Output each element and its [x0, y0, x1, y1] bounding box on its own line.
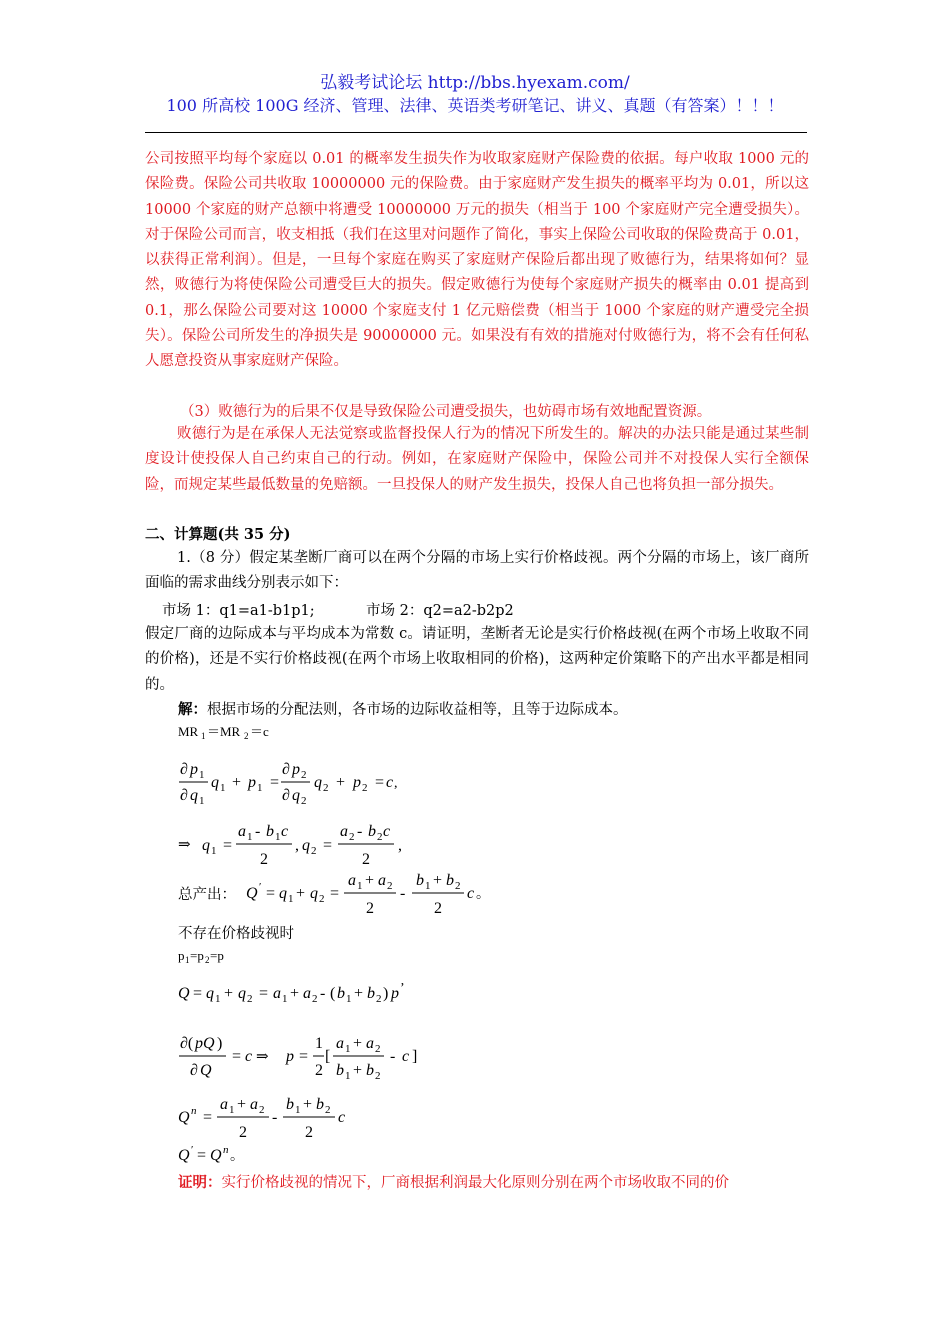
svg-text:a: a: [348, 872, 356, 889]
svg-text:1: 1: [315, 1035, 323, 1052]
svg-text:2: 2: [434, 900, 442, 917]
svg-text:c: c: [281, 823, 289, 840]
svg-text:+: +: [224, 985, 234, 1002]
svg-text:b: b: [337, 985, 345, 1002]
svg-text:2: 2: [259, 1104, 265, 1116]
svg-text:=: =: [330, 885, 340, 902]
svg-text:=: =: [232, 1048, 242, 1065]
svg-text:a: a: [378, 872, 386, 889]
svg-text:=: =: [375, 774, 385, 791]
svg-text:+: +: [237, 1096, 247, 1113]
svg-text:2: 2: [377, 831, 383, 843]
header-tagline: 100 所高校 100G 经济、管理、法律、英语类考研笔记、讲义、真题（有答案）！！！: [166, 96, 784, 115]
svg-text:⇒: ⇒: [256, 1049, 269, 1065]
svg-text:q: q: [190, 787, 198, 804]
svg-text:+: +: [433, 872, 443, 889]
svg-text:1: 1: [220, 782, 226, 794]
svg-text:1: 1: [257, 782, 263, 794]
svg-text:2: 2: [376, 993, 382, 1005]
svg-text:q: q: [211, 774, 219, 791]
svg-text:=: =: [193, 985, 203, 1002]
formula-equal-prices: [178, 946, 298, 966]
header-divider: [145, 132, 807, 133]
svg-text:1: 1: [345, 1070, 351, 1082]
proof-line: [178, 1171, 729, 1192]
svg-text:1: 1: [185, 955, 190, 965]
svg-text:p: p: [391, 985, 399, 1002]
svg-text:p: p: [190, 761, 198, 778]
svg-text:+: +: [353, 1062, 363, 1079]
svg-text:b: b: [416, 872, 424, 889]
svg-text:2: 2: [311, 845, 317, 857]
svg-text:+: +: [290, 985, 300, 1002]
svg-text:c: c: [338, 1109, 346, 1126]
proof-text: 实行价格歧视的情况下，厂商根据利润最大化原则分别在两个市场收取不同的价: [221, 1175, 729, 1191]
svg-text:Q: Q: [178, 1109, 190, 1126]
svg-text:2: 2: [319, 893, 325, 905]
svg-text:=: =: [323, 837, 333, 854]
svg-text:2: 2: [301, 769, 307, 781]
point-3: （3）败德行为的后果不仅是导致保险公司遭受损失，也妨碍市场有效地配置资源。: [180, 404, 712, 420]
solution-label: 解：: [178, 701, 207, 718]
svg-text:′: ′: [191, 1144, 194, 1156]
svg-text:): ): [217, 1035, 223, 1052]
svg-text:1: 1: [201, 731, 206, 741]
svg-text:c: c: [245, 1048, 253, 1065]
svg-text:Q: Q: [178, 985, 190, 1002]
svg-text:。: 。: [476, 887, 490, 902]
svg-text:2: 2: [315, 1062, 323, 1079]
svg-text:2: 2: [362, 851, 370, 868]
svg-text:2: 2: [375, 1070, 381, 1082]
svg-text:Q: Q: [200, 1062, 212, 1079]
svg-text:): ): [383, 985, 389, 1002]
svg-text:-: -: [272, 1109, 278, 1126]
svg-text:1: 1: [346, 993, 352, 1005]
formula-output-no-discrimination: [178, 1094, 418, 1144]
svg-text:q: q: [314, 774, 322, 791]
svg-text:+: +: [296, 885, 306, 902]
section-title: 二、计算题(共 35 分): [145, 526, 291, 543]
formula-outputs-equal: [178, 1144, 298, 1168]
svg-text:-: -: [357, 823, 363, 840]
svg-text:c: c: [402, 1048, 410, 1065]
svg-text:2: 2: [260, 851, 268, 868]
svg-text:1: 1: [282, 993, 288, 1005]
header-forum-title: 弘毅考试论坛 http://bbs.hyexam.com/: [320, 73, 630, 93]
svg-text:=: =: [270, 774, 280, 791]
formula-mr-derivatives: [178, 755, 438, 811]
svg-text:q: q: [206, 985, 214, 1002]
svg-text:。: 。: [230, 1149, 244, 1164]
svg-text:,: ,: [398, 837, 402, 854]
svg-text:pQ: pQ: [195, 1035, 215, 1052]
problem-intro: 1.（8 分）假定某垄断厂商可以在两个分隔的市场上实行价格歧视。两个分隔的市场上，该厂商所面临的需求曲线分别表示如下：: [145, 550, 809, 592]
svg-text:1: 1: [199, 795, 205, 807]
svg-text:∂: ∂: [190, 1062, 198, 1079]
svg-text:=: =: [223, 837, 233, 854]
svg-text:p: p: [353, 774, 361, 791]
total-output-label: 总产出：: [178, 887, 236, 903]
svg-text:2: 2: [305, 1124, 313, 1141]
svg-text:b: b: [266, 823, 274, 840]
svg-text:2: 2: [349, 831, 355, 843]
svg-text:1: 1: [275, 831, 281, 843]
svg-text:⇒: ⇒: [178, 837, 191, 853]
svg-text:p: p: [286, 1048, 294, 1065]
svg-text:=p: =p: [210, 948, 224, 963]
svg-text:=: =: [299, 1048, 309, 1065]
no-discrimination-heading: 不存在价格歧视时: [178, 926, 294, 942]
svg-text:b: b: [366, 1062, 374, 1079]
svg-text:a: a: [220, 1096, 228, 1113]
svg-text:MR: MR: [178, 724, 199, 739]
svg-text:b: b: [367, 985, 375, 1002]
svg-text:Q: Q: [178, 1147, 190, 1164]
solution-line: [178, 698, 628, 719]
svg-text:1: 1: [247, 831, 253, 843]
svg-text:,: ,: [295, 837, 299, 854]
svg-text:2: 2: [375, 1043, 381, 1055]
svg-text:+: +: [365, 872, 375, 889]
svg-text:c: c: [386, 774, 394, 791]
formula-quantities: [178, 818, 438, 874]
svg-text:-: -: [255, 823, 261, 840]
problem-assumption: 假定厂商的边际成本与平均成本为常数 c。请证明，垄断者无论是实行价格歧视(在两个市场上收取不同的价格)，还是不实行价格歧视(在两个市场上收取相同的价格)，这两种定价策略下的产出水平都是相同的。: [145, 626, 809, 693]
svg-text:n: n: [223, 1144, 229, 1156]
svg-text:a: a: [340, 823, 348, 840]
svg-text:Q: Q: [210, 1147, 222, 1164]
svg-text:=: =: [203, 1109, 213, 1126]
svg-text:q: q: [302, 837, 310, 854]
formula-mr-equality: [178, 722, 338, 742]
svg-text:2: 2: [301, 795, 307, 807]
market-2-demand: 市场 2：q2=a2-b2p2: [366, 603, 514, 619]
svg-text:c: c: [383, 823, 391, 840]
svg-text:2: 2: [244, 731, 249, 741]
solution-paragraph: 败德行为是在承保人无法觉察或监督投保人行为的情况下所发生的。解决的办法只能是通过某些制度设计使投保人自己约束自己的行动。例如，在家庭财产保险中，保险公司并不对投保人实行全额保险，而规定某些最低数量的免赔额。一旦投保人的财产发生损失，投保人自己也将负担一部分损失。: [145, 426, 809, 493]
svg-text:∂: ∂: [180, 761, 188, 778]
svg-text:2: 2: [323, 782, 329, 794]
svg-text:＝MR: ＝MR: [207, 724, 241, 739]
svg-text:-: -: [400, 885, 406, 902]
svg-text:=: =: [197, 1147, 207, 1164]
svg-text:∂: ∂: [180, 787, 188, 804]
svg-text:[: [: [325, 1048, 331, 1065]
svg-text:n: n: [191, 1105, 197, 1117]
svg-text:q: q: [238, 985, 246, 1002]
svg-text:-: -: [390, 1048, 396, 1065]
svg-text:+: +: [336, 774, 346, 791]
svg-text:]: ]: [412, 1048, 418, 1065]
market-1-demand: 市场 1：q1=a1-b1p1;: [162, 603, 315, 619]
svg-text:p: p: [178, 948, 185, 963]
svg-text:p: p: [292, 761, 300, 778]
svg-text:′: ′: [259, 881, 262, 893]
svg-text:2: 2: [205, 955, 210, 965]
svg-text:2: 2: [387, 880, 393, 892]
svg-text:a: a: [366, 1035, 374, 1052]
svg-text:=: =: [266, 885, 276, 902]
svg-text:∂: ∂: [282, 761, 290, 778]
svg-text:2: 2: [366, 900, 374, 917]
svg-text:1: 1: [229, 1104, 235, 1116]
svg-text:=: =: [259, 985, 269, 1002]
svg-text:1: 1: [199, 769, 205, 781]
svg-text:q: q: [292, 787, 300, 804]
svg-text:1: 1: [357, 880, 363, 892]
svg-text:1: 1: [211, 845, 217, 857]
formula-total-demand: [178, 978, 458, 1010]
svg-text:2: 2: [455, 880, 461, 892]
svg-text:∂: ∂: [282, 787, 290, 804]
svg-text:＝c: ＝c: [250, 724, 269, 739]
svg-text:b: b: [336, 1062, 344, 1079]
svg-text:1: 1: [295, 1104, 301, 1116]
svg-text:b: b: [316, 1096, 324, 1113]
svg-text:a: a: [273, 985, 281, 1002]
svg-text:-: -: [320, 985, 326, 1002]
svg-text:a: a: [250, 1096, 258, 1113]
svg-text:b: b: [368, 823, 376, 840]
svg-text:q: q: [310, 885, 318, 902]
svg-text:b: b: [286, 1096, 294, 1113]
svg-text:1: 1: [215, 993, 221, 1005]
svg-text:+: +: [232, 774, 242, 791]
svg-text:’: ’: [400, 981, 405, 996]
answer-paragraph: 公司按照平均每个家庭以 0.01 的概率发生损失作为收取家庭财产保险费的依据。每户收取 1000 元的保险费。保险公司共收取 10000000 元的保险费。由于家庭财产发生损失的概率平均为 0.01，所以这 10000 个家庭的财产总额中将遭受 10000000 万元的损失（相当于 100 个家庭财产完全遭受损失）。对于保险公司而言，收支相抵（我们在这里对问题作了简化，事实上保险公司收取的保险费高于 0.01，以获得正常利润）。但是，一旦每个家庭在购买了家庭财产保险后都出现了败德行为，结果将如何？显然，败德行为将使保险公司遭受巨大的损失。假定败德行为使每个家庭财产损失的概率由 0.01 提高到 0.1，那么保险公司要对这 10000 个家庭支付 1 亿元赔偿费（相当于 1000 个家庭的财产遭受完全损失）。保险公司所发生的净损失是 90000000 元。如果没有有效的措施对付败德行为，将不会有任何私人愿意投资从事家庭财产保险。: [145, 151, 809, 370]
svg-text:1: 1: [288, 893, 294, 905]
svg-text:∂(: ∂(: [180, 1035, 194, 1052]
formula-total-output: [244, 870, 504, 920]
svg-text:a: a: [336, 1035, 344, 1052]
svg-text:,: ,: [394, 776, 398, 791]
svg-text:b: b: [446, 872, 454, 889]
svg-text:2: 2: [362, 782, 368, 794]
svg-text:=p: =p: [190, 948, 204, 963]
svg-text:2: 2: [325, 1104, 331, 1116]
svg-text:Q: Q: [246, 885, 258, 902]
svg-text:+: +: [303, 1096, 313, 1113]
svg-text:q: q: [202, 837, 210, 854]
solution-text: 根据市场的分配法则，各市场的边际收益相等，且等于边际成本。: [207, 702, 628, 718]
svg-text:(: (: [330, 985, 336, 1002]
formula-uniform-price: [178, 1030, 478, 1086]
svg-text:+: +: [353, 1035, 363, 1052]
svg-text:a: a: [238, 823, 246, 840]
svg-text:c: c: [467, 885, 475, 902]
svg-text:2: 2: [247, 993, 253, 1005]
svg-text:q: q: [279, 885, 287, 902]
svg-text:2: 2: [239, 1124, 247, 1141]
svg-text:p: p: [248, 774, 256, 791]
svg-text:1: 1: [425, 880, 431, 892]
svg-text:1: 1: [345, 1043, 351, 1055]
svg-text:2: 2: [312, 993, 318, 1005]
svg-text:+: +: [354, 985, 364, 1002]
svg-text:a: a: [303, 985, 311, 1002]
proof-label: 证明：: [178, 1174, 222, 1191]
